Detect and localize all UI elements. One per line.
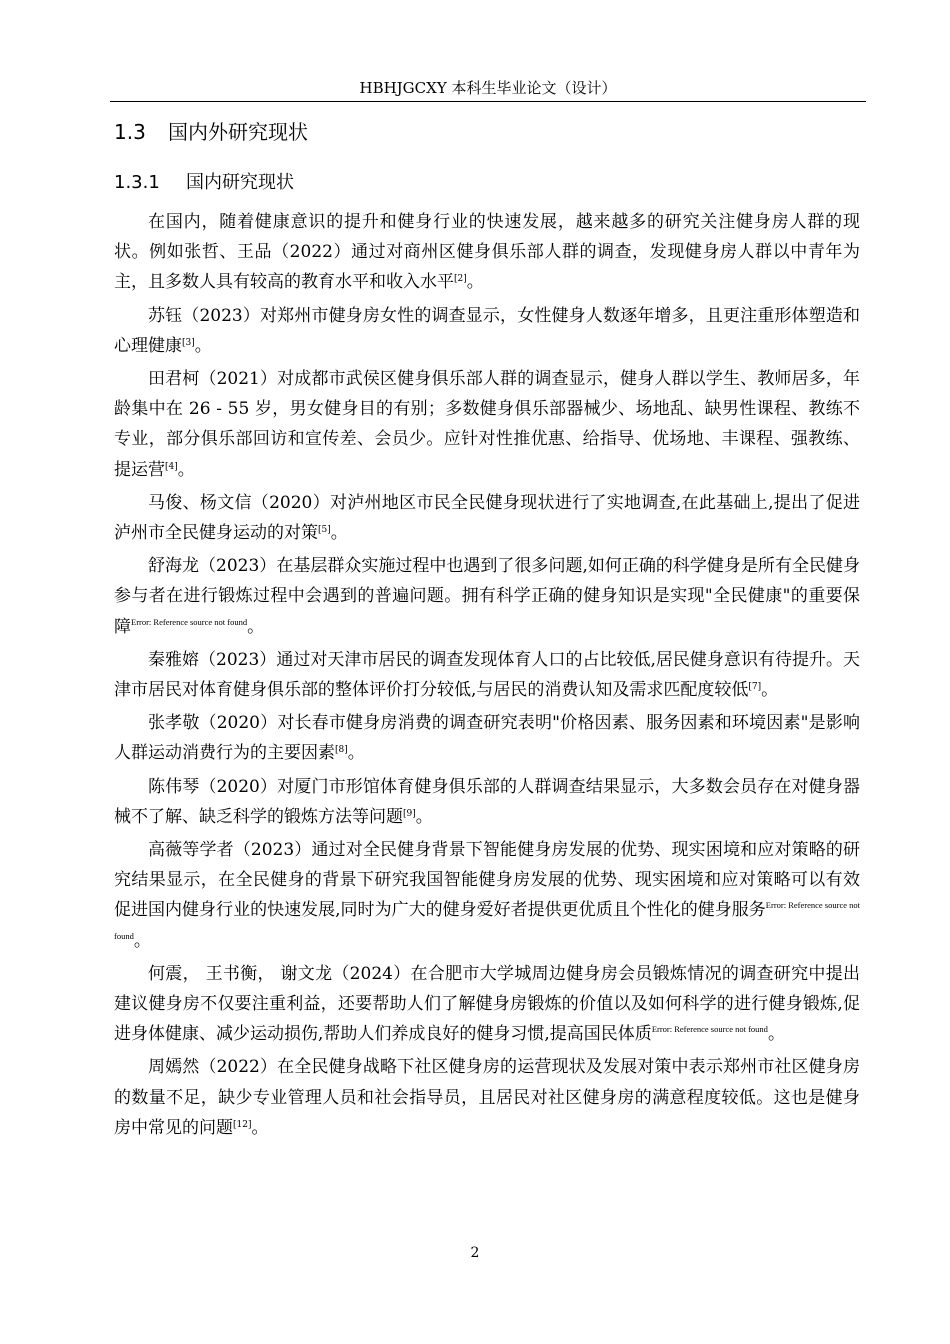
paragraph-end: 。 — [133, 930, 151, 951]
paragraph — [114, 708, 860, 768]
page-number: 2 — [470, 1245, 480, 1261]
header-rule — [110, 101, 866, 102]
paragraph-text: 在国内，随着健康意识的提升和健身行业的快速发展，越来越多的研究关注健身房人群的现状。例如张哲、王品（2022）通过对商州区健身俱乐部人群的调查，发现健身房人群以中青年为主，且多数人具有较高的教育水平和收入水平 — [114, 212, 860, 293]
citation: [5] — [318, 525, 331, 536]
paragraph-text: 陈伟琴（2020）对厦门市形馆体育健身俱乐部的人群调查结果显示，大多数会员存在对健身器械不了解、缺乏科学的锻炼方法等问题 — [114, 776, 860, 827]
section-heading — [114, 118, 308, 146]
subsection-number: 1.3.1 — [114, 172, 160, 193]
paragraph — [114, 207, 860, 298]
paragraph-text: 高薇等学者（2023）通过对全民健身背景下智能健身房发展的优势、现实困境和应对策略的研究结果显示，在全民健身的背景下研究我国智能健身房发展的优势、现实困境和应对策略可以有效促进国内健身行业的快速发展,同时为广大的健身爱好者提供更优质且个性化的健身服务 — [114, 840, 860, 921]
paragraph-text: 周嫣然（2022）在全民健身战略下社区健身房的运营现状及发展对策中表示郑州市社区健身房的数量不足，缺少专业管理人员和社会指导员，且居民对社区健身房的满意程度较低。这也是健身房中常见的问题 — [114, 1057, 860, 1138]
paragraph-end: 。 — [177, 459, 195, 480]
paragraph-end: 。 — [761, 680, 779, 701]
citation: [7] — [748, 682, 762, 693]
subsection-heading — [114, 170, 294, 196]
paragraph-end: 。 — [767, 1024, 785, 1045]
subsection-title: 国内研究现状 — [186, 172, 294, 193]
paragraph — [114, 835, 860, 956]
section-number: 1.3 — [114, 120, 146, 144]
paragraph-text: 苏钰（2023）对郑州市健身房女性的调查显示，女性健身人数逐年增多，且更注重形体塑造和心理健康 — [114, 305, 860, 356]
paragraph-end: 。 — [251, 1117, 269, 1138]
citation: [12] — [233, 1120, 252, 1131]
paragraph-text: 秦雅嫆（2023）通过对天津市居民的调查发现体育人口的占比较低,居民健身意识有待提升。天津市居民对体育健身俱乐部的整体评价打分较低,与居民的消费认知及需求匹配度较低 — [114, 649, 860, 701]
paragraph-end: 。 — [194, 335, 212, 356]
running-header: HBHJGCXY 本科生毕业论文（设计） — [359, 79, 617, 97]
paragraph-text: 何震， 王书衡， 谢文龙（2024）在合肥市大学城周边健身房会员锻炼情况的调查研究中提出建议健身房不仅要注重利益，还要帮助人们了解健身房锻炼的价值以及如何科学的进行健身锻炼,促进身体健康、减少运动损伤,帮助人们养成良好的健身习惯,提高国民体质 — [114, 963, 860, 1045]
paragraph — [114, 301, 860, 361]
paragraph-end: 。 — [330, 523, 348, 544]
citation-error: Error: Reference source not found — [114, 900, 860, 941]
citation: [9] — [403, 809, 416, 820]
citation: [4] — [165, 461, 178, 472]
section-title: 国内外研究现状 — [168, 120, 308, 144]
citation: [8] — [335, 745, 348, 756]
citation-error: Error: Reference source not found — [651, 1024, 768, 1035]
paragraph-text: 马俊、杨文信（2020）对泸州地区市民全民健身现状进行了实地调查,在此基础上,提出了促进泸州市全民健身运动的对策 — [114, 492, 860, 544]
paragraph-end: 。 — [347, 743, 365, 764]
paragraph-end: 。 — [415, 806, 433, 827]
citation: [2] — [454, 274, 467, 285]
paragraph-end: 。 — [247, 616, 265, 637]
paragraph-text: 舒海龙（2023）在基层群众实施过程中也遇到了很多问题,如何正确的科学健身是所有全民健身参与者在进行锻炼过程中会遇到的普遍问题。拥有科学正确的健身知识是实现"全民健康"的重要保障 — [114, 556, 860, 637]
paragraph — [114, 772, 860, 832]
paragraph-text: 张孝敬（2020）对长春市健身房消费的调查研究表明"价格因素、服务因素和环境因素"是影响人群运动消费行为的主要因素 — [114, 713, 860, 764]
paragraph — [114, 645, 860, 705]
body-text — [114, 207, 860, 1146]
paragraph — [114, 551, 860, 642]
citation-error: Error: Reference source not found — [131, 616, 248, 627]
paragraph — [114, 364, 860, 485]
paragraph-end: 。 — [466, 272, 484, 293]
paragraph — [114, 1052, 860, 1143]
citation: [3] — [182, 337, 195, 348]
paragraph-text: 田君柯（2021）对成都市武侯区健身俱乐部人群的调查显示，健身人群以学生、教师居多，年龄集中在 26 - 55 岁，男女健身目的有别；多数健身俱乐部器械少、场地乱、缺男性课程、教练不专业，部分俱乐部回访和宣传差、会员少。应针对性推优惠、给指导、优场地、丰课程、强教练、提运营 — [114, 369, 860, 480]
paragraph — [114, 959, 860, 1050]
paragraph — [114, 488, 860, 548]
